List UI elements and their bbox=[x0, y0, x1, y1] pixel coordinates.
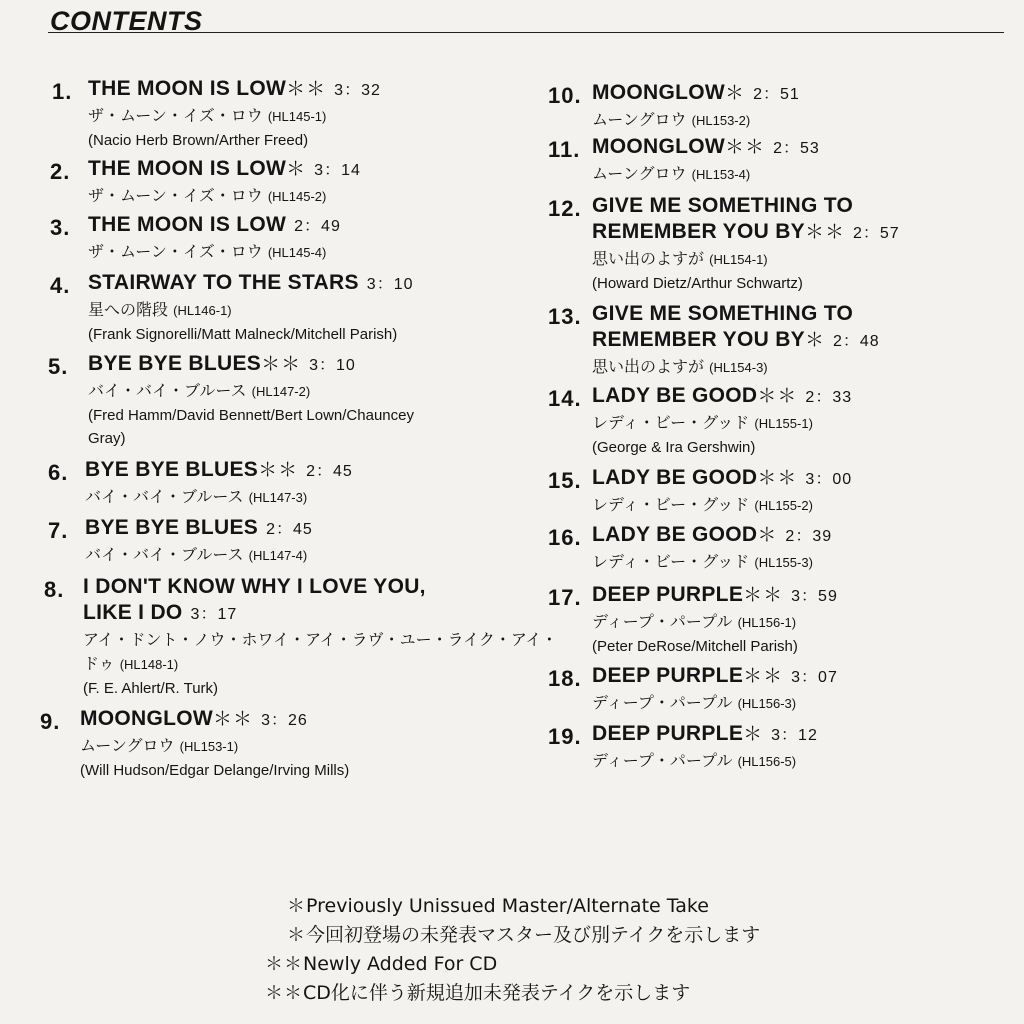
track-number: 4. bbox=[50, 273, 71, 298]
take-mark: ＊＊ bbox=[757, 468, 798, 489]
japanese-title: ザ・ムーン・イズ・ロウ (HL145-2) bbox=[88, 186, 327, 205]
japanese-title: レディ・ビー・グッド (HL155-1) bbox=[592, 413, 813, 432]
matrix-code: (HL153-4) bbox=[691, 167, 751, 182]
track-number: 15. bbox=[548, 468, 582, 493]
track-number: 8. bbox=[44, 577, 65, 602]
composer-credit: (Frank Signorelli/Matt Malneck/Mitchell Parish) bbox=[88, 326, 398, 343]
track-number: 18. bbox=[548, 666, 582, 691]
track-number: 10. bbox=[548, 83, 582, 108]
track-title: MOONGLOW＊ 2：51 bbox=[592, 81, 800, 104]
track-title: THE MOON IS LOW＊ 3：14 bbox=[88, 157, 361, 180]
matrix-code: (HL145-1) bbox=[267, 109, 327, 124]
track-title: DEEP PURPLE＊＊ 3：07 bbox=[592, 664, 838, 687]
japanese-title: 思い出のよすが (HL154-1) bbox=[592, 249, 768, 268]
title-rule bbox=[48, 32, 1004, 33]
japanese-title: ムーングロウ (HL153-4) bbox=[592, 164, 751, 183]
track-item bbox=[592, 522, 832, 575]
track-number: 2. bbox=[50, 159, 71, 184]
matrix-code: (HL145-4) bbox=[267, 245, 327, 260]
track-title: MOONGLOW＊＊ 3：26 bbox=[80, 707, 308, 730]
track-item bbox=[88, 156, 361, 209]
track-title: THE MOON IS LOW 2：49 bbox=[88, 213, 341, 236]
track-number: 13. bbox=[548, 304, 582, 329]
track-duration: 3：59 bbox=[791, 588, 838, 605]
japanese-title: ディープ・パープル (HL156-3) bbox=[592, 693, 797, 712]
matrix-code: (HL147-3) bbox=[248, 490, 308, 505]
track-duration: 2：53 bbox=[773, 140, 820, 157]
take-mark: ＊＊ bbox=[743, 666, 784, 687]
track-duration: 2：48 bbox=[833, 333, 880, 350]
track-number: 1. bbox=[52, 79, 73, 104]
track-number: 17. bbox=[548, 585, 582, 610]
track-title: REMEMBER YOU BY＊＊ 2：57 bbox=[592, 220, 900, 243]
japanese-title: ディープ・パープル (HL156-1) bbox=[592, 612, 797, 631]
track-title: LADY BE GOOD＊＊ 2：33 bbox=[592, 384, 853, 407]
track-item bbox=[592, 193, 900, 295]
composer-credit: (Howard Dietz/Arthur Schwartz) bbox=[592, 275, 803, 292]
take-mark: ＊＊ bbox=[261, 354, 302, 375]
track-item bbox=[592, 721, 818, 774]
take-mark: ＊＊ bbox=[757, 386, 798, 407]
track-item bbox=[592, 663, 838, 716]
japanese-title: バイ・バイ・ブルース (HL147-2) bbox=[88, 381, 311, 400]
japanese-title: バイ・バイ・ブルース (HL147-4) bbox=[85, 545, 308, 564]
track-title: LADY BE GOOD＊＊ 3：00 bbox=[592, 466, 853, 489]
track-duration: 3：26 bbox=[261, 712, 308, 729]
track-item bbox=[83, 574, 557, 700]
matrix-code: (HL156-5) bbox=[737, 754, 797, 769]
composer-credit: (Will Hudson/Edgar Delange/Irving Mills) bbox=[80, 762, 350, 779]
matrix-code: (HL145-2) bbox=[267, 189, 327, 204]
matrix-code: (HL155-1) bbox=[754, 416, 813, 431]
track-title: REMEMBER YOU BY＊ 2：48 bbox=[592, 328, 880, 351]
japanese-title: ムーングロウ (HL153-1) bbox=[80, 736, 239, 755]
track-item bbox=[592, 134, 820, 187]
take-mark: ＊＊ bbox=[804, 222, 845, 243]
japanese-title: 星への階段 (HL146-1) bbox=[88, 300, 232, 319]
track-title: LIKE I DO 3：17 bbox=[83, 601, 238, 624]
take-mark: ＊＊ bbox=[213, 709, 254, 730]
track-title: BYE BYE BLUES 2：45 bbox=[85, 516, 313, 539]
track-duration: 3：07 bbox=[791, 669, 838, 686]
track-item bbox=[88, 212, 341, 265]
japanese-title: レディ・ビー・グッド (HL155-2) bbox=[592, 495, 813, 514]
track-title: THE MOON IS LOW＊＊ 3：32 bbox=[88, 77, 381, 100]
japanese-title: 思い出のよすが (HL154-3) bbox=[592, 357, 768, 376]
track-duration: 2：45 bbox=[266, 521, 313, 538]
track-number: 12. bbox=[548, 196, 582, 221]
track-duration: 2：39 bbox=[785, 528, 833, 545]
legend-notes bbox=[265, 892, 760, 1008]
legend-note: ＊＊Newly Added For CD bbox=[265, 953, 498, 975]
track-duration: 3：17 bbox=[190, 606, 238, 623]
track-item bbox=[592, 383, 852, 459]
track-item bbox=[592, 80, 800, 133]
matrix-code: (HL154-1) bbox=[709, 252, 768, 267]
track-item bbox=[88, 270, 414, 346]
japanese-title: ディープ・パープル (HL156-5) bbox=[592, 751, 797, 770]
matrix-code: (HL147-2) bbox=[251, 384, 311, 399]
matrix-code: (HL146-1) bbox=[173, 303, 232, 318]
track-number: 9. bbox=[40, 709, 61, 734]
matrix-code: (HL148-1) bbox=[119, 657, 179, 672]
track-item bbox=[592, 465, 852, 518]
take-mark: ＊ bbox=[757, 525, 778, 546]
matrix-code: (HL155-2) bbox=[754, 498, 813, 513]
track-duration: 3：10 bbox=[366, 276, 414, 293]
track-duration: 2：49 bbox=[294, 218, 341, 235]
track-title: DEEP PURPLE＊ 3：12 bbox=[592, 722, 818, 745]
track-item bbox=[85, 515, 313, 568]
track-title: MOONGLOW＊＊ 2：53 bbox=[592, 135, 820, 158]
take-mark: ＊ bbox=[804, 330, 825, 351]
matrix-code: (HL155-3) bbox=[754, 555, 813, 570]
track-number: 14. bbox=[548, 386, 582, 411]
take-mark: ＊ bbox=[286, 159, 307, 180]
composer-credit: (Peter DeRose/Mitchell Parish) bbox=[592, 638, 798, 655]
japanese-title: ザ・ムーン・イズ・ロウ (HL145-4) bbox=[88, 242, 327, 261]
track-duration: 2：51 bbox=[753, 86, 800, 103]
track-title: BYE BYE BLUES＊＊ 3：10 bbox=[88, 352, 356, 375]
take-mark: ＊＊ bbox=[725, 137, 766, 158]
track-duration: 2：57 bbox=[853, 225, 900, 242]
take-mark: ＊＊ bbox=[743, 585, 784, 606]
track-duration: 3：12 bbox=[771, 727, 818, 744]
take-mark: ＊＊ bbox=[258, 460, 299, 481]
track-item bbox=[88, 76, 381, 152]
japanese-title: ムーングロウ (HL153-2) bbox=[592, 110, 751, 129]
track-title: LADY BE GOOD＊ 2：39 bbox=[592, 523, 833, 546]
matrix-code: (HL156-1) bbox=[737, 615, 797, 630]
track-title: GIVE ME SOMETHING TO bbox=[592, 302, 854, 325]
track-title: GIVE ME SOMETHING TO bbox=[592, 194, 854, 217]
track-number: 3. bbox=[50, 215, 71, 240]
track-item bbox=[592, 582, 838, 658]
japanese-title: レディ・ビー・グッド (HL155-3) bbox=[592, 552, 813, 571]
track-duration: 3：10 bbox=[309, 357, 356, 374]
matrix-code: (HL153-1) bbox=[179, 739, 239, 754]
composer-credit: (Fred Hamm/David Bennett/Bert Lown/Chauncey bbox=[88, 407, 414, 424]
track-title: I DON'T KNOW WHY I LOVE YOU, bbox=[83, 575, 426, 598]
legend-note: ＊Previously Unissued Master/Alternate Take bbox=[287, 895, 709, 917]
matrix-code: (HL147-4) bbox=[248, 548, 308, 563]
track-title: BYE BYE BLUES＊＊ 2：45 bbox=[85, 458, 353, 481]
legend-note: ＊＊CD化に伴う新規追加未発表テイクを示します bbox=[265, 982, 691, 1004]
track-number: 7. bbox=[48, 518, 69, 543]
take-mark: ＊＊ bbox=[286, 79, 327, 100]
track-item bbox=[85, 457, 353, 510]
matrix-code: (HL154-3) bbox=[709, 360, 768, 375]
track-number: 16. bbox=[548, 525, 582, 550]
track-number: 19. bbox=[548, 724, 582, 749]
composer-credit: Gray) bbox=[88, 430, 126, 447]
track-item bbox=[592, 301, 880, 380]
composer-credit: (F. E. Ahlert/R. Turk) bbox=[83, 680, 219, 697]
japanese-title: アイ・ドント・ノウ・ホワイ・アイ・ラヴ・ユー・ライク・アイ・ bbox=[83, 630, 558, 649]
page-title: CONTENTS bbox=[50, 6, 203, 36]
matrix-code: (HL153-2) bbox=[691, 113, 751, 128]
take-mark: ＊ bbox=[743, 724, 764, 745]
track-duration: 3：32 bbox=[334, 82, 381, 99]
composer-credit: (Nacio Herb Brown/Arther Freed) bbox=[88, 132, 309, 149]
legend-note: ＊今回初登場の未発表マスター及び別テイクを示します bbox=[287, 924, 761, 946]
track-duration: 2：33 bbox=[805, 389, 853, 406]
track-item bbox=[80, 706, 349, 782]
track-duration: 2：45 bbox=[306, 463, 353, 480]
track-number: 5. bbox=[48, 354, 69, 379]
japanese-title-cont: ドゥ (HL148-1) bbox=[83, 654, 179, 673]
take-mark: ＊ bbox=[725, 83, 746, 104]
track-title: DEEP PURPLE＊＊ 3：59 bbox=[592, 583, 838, 606]
track-duration: 3：14 bbox=[314, 162, 361, 179]
japanese-title: ザ・ムーン・イズ・ロウ (HL145-1) bbox=[88, 106, 327, 125]
composer-credit: (George & Ira Gershwin) bbox=[592, 439, 756, 456]
japanese-title: バイ・バイ・ブルース (HL147-3) bbox=[85, 487, 308, 506]
track-item bbox=[88, 351, 414, 450]
track-duration: 3：00 bbox=[805, 471, 853, 488]
matrix-code: (HL156-3) bbox=[737, 696, 797, 711]
track-number: 6. bbox=[48, 460, 69, 485]
track-number: 11. bbox=[548, 137, 581, 162]
track-title: STAIRWAY TO THE STARS 3：10 bbox=[88, 271, 414, 294]
